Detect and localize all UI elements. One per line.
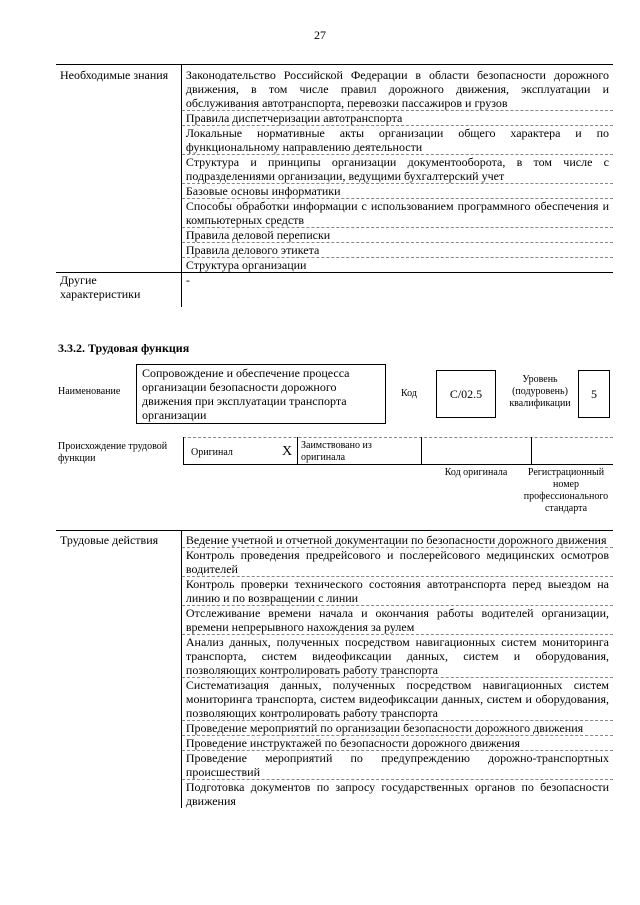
action-item: Систематизация данных, полученных посредством навигационных систем мониторинга транспорта, систем видеофиксации данных, систем и оборудования, позволяющих контролировать работу транспорта — [181, 678, 613, 721]
action-item: Контроль проведения предрейсового и послерейсового медицинских осмотров водителей — [181, 548, 613, 577]
knowledge-item: Локальные нормативные акты организации общего характера и по функциональному направлению деятельности — [181, 126, 613, 155]
original-label: Оригинал — [191, 447, 233, 458]
knowledge-item: Способы обработки информации с использованием программного обеспечения и компьютерных средств — [181, 199, 613, 228]
knowledge-label: Необходимые знания — [56, 65, 181, 273]
action-item: Анализ данных, полученных посредством навигационных систем мониторинга транспорта, систем видеофиксации данных, систем и оборудования, позволяющих контролировать работу транспорта — [181, 635, 613, 678]
code-original-cell — [421, 437, 531, 465]
code-label: Код — [401, 388, 417, 399]
registration-caption: Регистрационный номер профессионального стандарта — [523, 467, 609, 514]
knowledge-item: Правила делового этикета — [181, 243, 613, 258]
registration-cell — [531, 437, 613, 465]
knowledge-item: Правила деловой переписки — [181, 228, 613, 243]
actions-label: Трудовые действия — [56, 531, 181, 809]
action-item: Проведение мероприятий по предупреждению дорожно-транспортных происшествий — [181, 751, 613, 780]
action-item: Контроль проверки технического состояния автотранспорта перед выездом на линию и по возвращении с линии — [181, 577, 613, 606]
borrowed-label: Заимствовано из оригинала — [301, 440, 372, 463]
original-mark: X — [282, 444, 293, 459]
origin-label: Происхождение трудовой функции — [58, 441, 168, 464]
level-box: 5 — [578, 370, 610, 418]
code-original-caption: Код оригинала — [444, 467, 508, 478]
section-title: 3.3.2. Трудовая функция — [58, 341, 190, 355]
action-item: Проведение мероприятий по организации безопасности дорожного движения — [181, 721, 613, 736]
knowledge-item: Базовые основы информатики — [181, 184, 613, 199]
name-label: Наименование — [58, 386, 121, 397]
knowledge-item: Правила диспетчеризации автотранспорта — [181, 111, 613, 126]
other-label: Другие характеристики — [56, 273, 181, 307]
knowledge-item: Структура организации — [181, 258, 613, 273]
knowledge-row — [56, 65, 613, 111]
page-number: 27 — [314, 28, 326, 42]
level-label: Уровень (подуровень) квалификации — [509, 374, 571, 409]
knowledge-item: Структура и принципы организации документооборота, в том числе с подразделениями организации, ведущими бухгалтерский учет — [181, 155, 613, 184]
other-value: - — [181, 273, 613, 307]
action-item: Проведение инструктажей по безопасности дорожного движения — [181, 736, 613, 751]
action-item: Подготовка документов по запросу государственных органов по безопасности движения — [181, 780, 613, 809]
actions-table — [56, 530, 613, 808]
action-row — [56, 531, 613, 548]
knowledge-table — [56, 64, 613, 307]
action-item: Ведение учетной и отчетной документации по безопасности дорожного движения — [181, 531, 613, 548]
other-row — [56, 273, 613, 307]
knowledge-item: Законодательство Российской Федерации в области безопасности дорожного движения, в том числе правил дорожного движения, эксплуатации и обслуживания автотранспорта, перевозки пассажиров и грузов — [181, 65, 613, 111]
origin-row — [183, 437, 613, 465]
code-box: C/02.5 — [436, 370, 496, 418]
action-item: Отслеживание времени начала и окончания работы водителей организации, времени непрерывного нахождения за рулем — [181, 606, 613, 635]
name-box: Сопровождение и обеспечение процесса организации безопасности дорожного движения при эксплуатации транспорта организации — [136, 364, 386, 424]
